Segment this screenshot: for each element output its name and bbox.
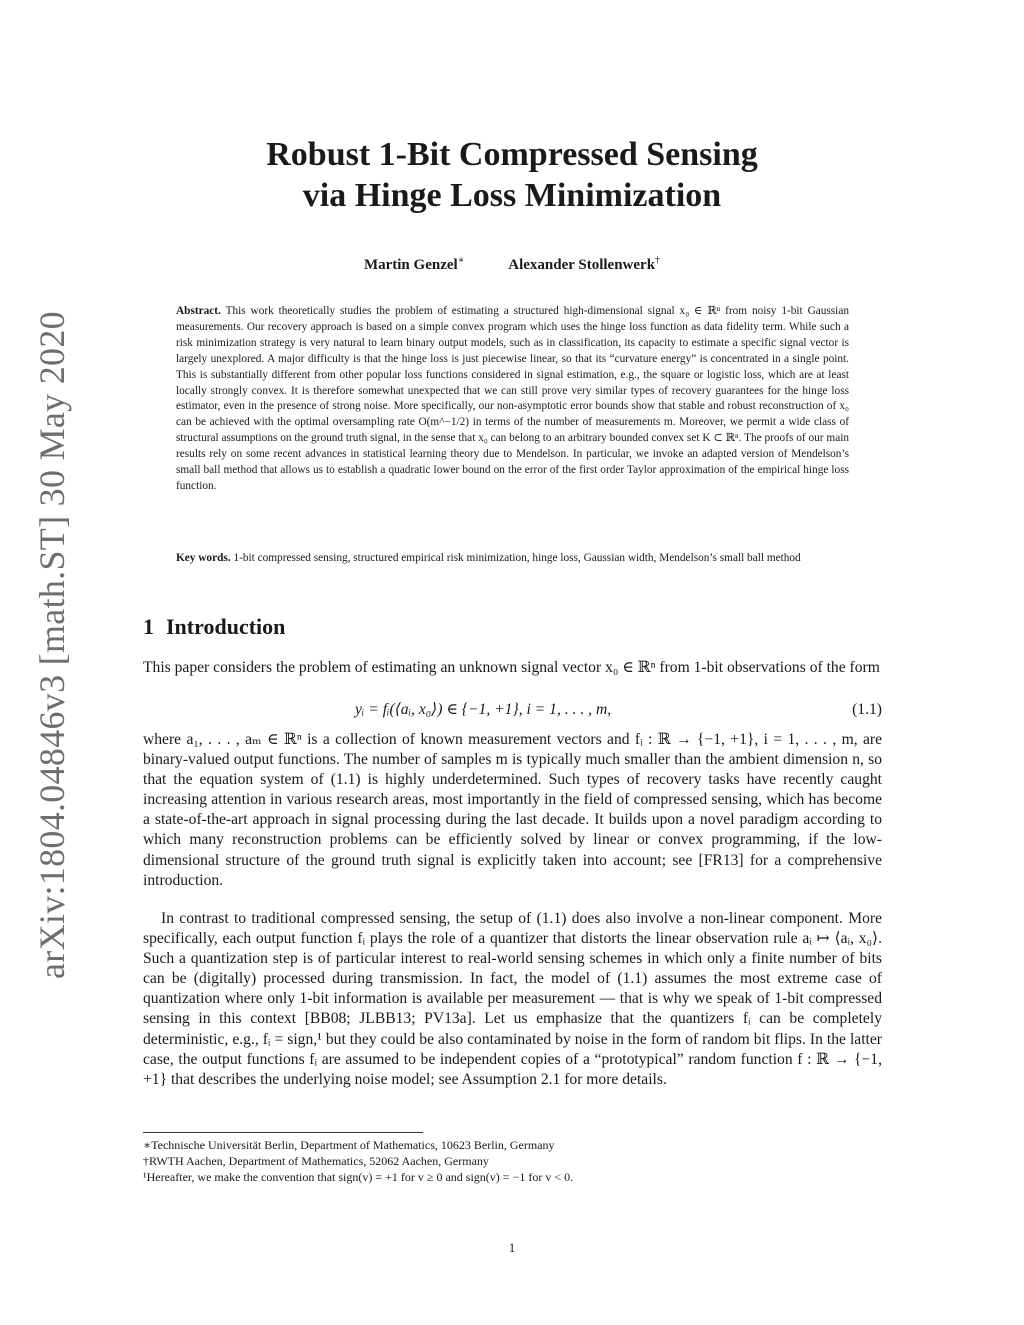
keywords-label: Key words. — [176, 552, 231, 564]
keywords — [176, 551, 849, 567]
section-number: 1 — [143, 614, 154, 639]
author-2-name: Alexander Stollenwerk — [508, 257, 656, 273]
footnotes — [143, 1137, 573, 1185]
title-line-2: via Hinge Loss Minimization — [302, 177, 722, 214]
author-1-name: Martin Genzel — [363, 257, 458, 273]
keywords-text: 1-bit compressed sensing, structured empirical risk minimization, hinge loss, Gaussian width, Mendelson’s small ball method — [233, 552, 801, 564]
equation-label: (1.1) — [852, 701, 882, 718]
author-1 — [364, 257, 465, 273]
footnote-3: ¹Hereafter, we make the convention that sign(v) = +1 for v ≥ 0 and sign(v) = −1 for v < 0. — [143, 1170, 574, 1184]
abstract — [176, 304, 849, 495]
abstract-text: This work theoretically studies the problem of estimating a structured high-dimensional signal x₀ ∈ ℝⁿ from noisy 1-bit Gaussian measurements. Our recovery approach is based on a simple convex program which uses the hinge loss function as data fidelity term. While such a risk minimization strategy is very natural to learn binary output models, such as in classification, its capacity to estimate a specific signal vector is largely unexplored. A major difficulty is that the hinge loss is just piecewise linear, so that its “curvature energy” is concentrated in a single point. This is substantially different from other popular loss functions considered in signal estimation, e.g., the square or logistic loss, which are at least locally strongly convex. It is therefore somewhat unexpected that we can still prove very similar types of recovery guarantees for the hinge loss estimator, even in the presence of strong noise. More specifically, our non-asymptotic error bounds show that stable and robust reconstruction of x₀ can be achieved with the optimal oversampling rate O(m^−1/2) in terms of the number of measurements m. Moreover, we permit a wide class of structural assumptions on the ground truth signal, in the sense that x₀ can belong to an arbitrary bounded convex set K ⊂ ℝⁿ. The proofs of our main results rely on some recent advances in statistical learning theory due to Mendelson. In particular, we invoke an adapted version of Mendelson’s small ball method that allows us to establish a quadratic lower bound on the error of the first order Taylor approximation of the empirical hinge loss function. — [176, 305, 849, 492]
footnote-2: †RWTH Aachen, Department of Mathematics, 52062 Aachen, Germany — [143, 1154, 489, 1168]
section-heading — [143, 614, 285, 640]
abstract-label: Abstract. — [176, 305, 221, 317]
page-number: 1 — [508, 1240, 516, 1255]
section-title: Introduction — [166, 614, 286, 639]
equation-expression: yᵢ = fᵢ(⟨aᵢ, x₀⟩) ∈ {−1, +1}, i = 1, . . . , m, — [355, 701, 612, 718]
author-2 — [508, 257, 660, 273]
author-2-mark: † — [655, 255, 661, 266]
paper-title — [0, 134, 1024, 216]
intro-paragraph-1: This paper considers the problem of estimating an unknown signal vector x₀ ∈ ℝⁿ from 1-bit observations of the form — [143, 659, 880, 676]
title-line-1: Robust 1-Bit Compressed Sensing — [266, 136, 758, 173]
arxiv-sidebar-stamp — [22, 311, 82, 979]
author-1-mark: ∗ — [457, 255, 465, 266]
author-list — [0, 255, 1024, 274]
footnote-divider — [143, 1132, 423, 1133]
intro-paragraph-2: where a₁, . . . , aₘ ∈ ℝⁿ is a collection of known measurement vectors and fᵢ : ℝ → {−1, +1}, i = 1, . . . , m, are binary-valued output functions. The number of samples m is typically much smaller than the ambient dimension n, so that the equation system of (1.1) is highly underdetermined. Such types of recovery tasks have recently caught increasing attention in various research areas, most importantly in the field of compressed sensing, which has become a state-of-the-art approach in signal processing during the last decade. It builds upon a novel paradigm according to which many reconstruction problems can be efficiently solved by linear or convex programming, if the low-dimensional structure of the ground truth signal is explicitly taken into account; see [FR13] for a comprehensive introduction. — [143, 731, 882, 889]
footnote-1: ∗Technische Universität Berlin, Department of Mathematics, 10623 Berlin, Germany — [143, 1138, 555, 1152]
arxiv-id-text: arXiv:1804.04846v3 [math.ST] 30 May 2020 — [32, 311, 72, 979]
intro-paragraph-3: In contrast to traditional compressed sensing, the setup of (1.1) does also involve a non-linear component. More specifically, each output function fᵢ plays the role of a quantizer that distorts the linear observation rule aᵢ ↦ ⟨aᵢ, x₀⟩. Such a quantization step is of particular interest to real-world sensing schemes in which only a finite number of bits can be (digitally) processed during transmission. In fact, the model of (1.1) assumes the most extreme case of quantization where only 1-bit information is available per measurement — that is why we speak of 1-bit compressed sensing in this context [BB08; JLBB13; PV13a]. Let us emphasize that the quantizers fᵢ can be completely deterministic, e.g., fᵢ = sign,¹ but they could be also contaminated by noise in the form of random bit flips. In the latter case, the output functions fᵢ are assumed to be independent copies of a “prototypical” random function f : ℝ → {−1, +1} that describes the underlying noise model; see Assumption 2.1 for more details. — [143, 910, 882, 1088]
